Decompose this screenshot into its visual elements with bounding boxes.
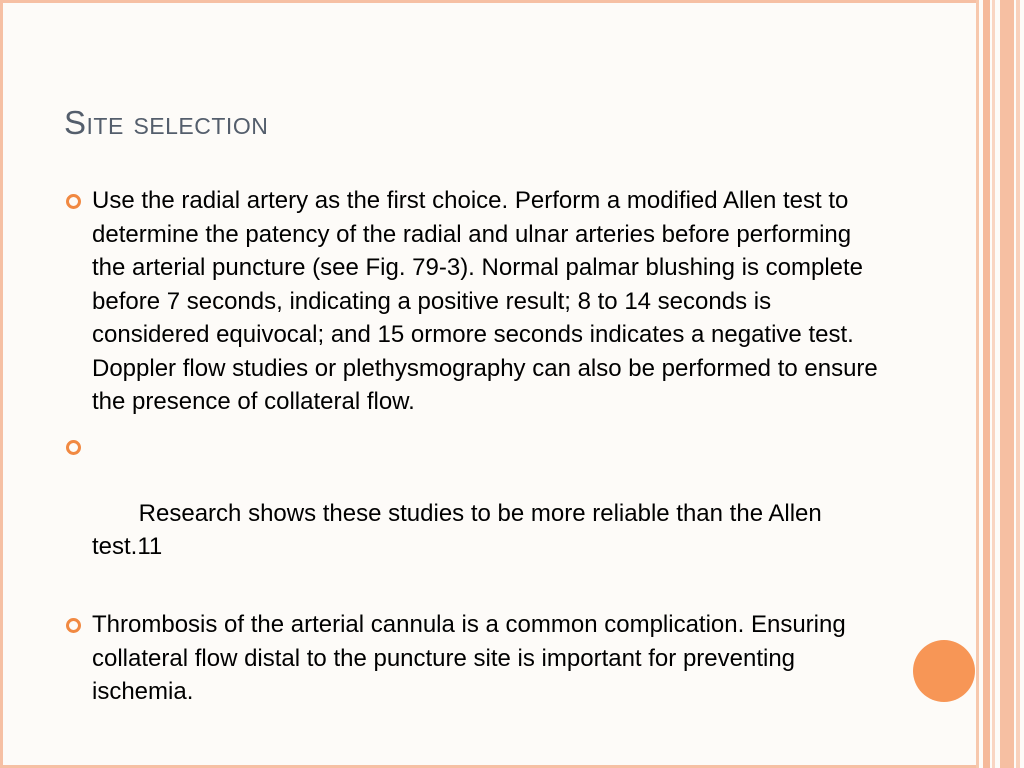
border-left	[0, 0, 3, 768]
bullet-text: Use the radial artery as the first choice. Perform a modified Allen test to determine the patency of the radial and ulnar arteries before performing the arterial puncture (see Fig. 79-3). Normal palmar blushing is complete before 7 seconds, indicating a positive result; 8 to 14 seconds is considered equivocal; and 15 ormore seconds indicates a negative test. Doppler flow studies or plethysmography can also be performed to ensure the presence of collateral flow.	[92, 187, 878, 415]
stripe	[1000, 0, 1014, 768]
decorative-circle	[913, 640, 975, 702]
stripe	[976, 0, 979, 768]
bullet-item	[64, 430, 884, 598]
bullet-ring-icon	[66, 440, 81, 455]
bullet-text: Research shows these studies to be more reliable than the Allen test.11	[92, 499, 829, 560]
bullet-text: Thrombosis of the arterial cannula is a common complication. Ensuring collateral flow distal to the puncture site is important for preventing ischemia.	[92, 611, 846, 705]
bullet-ring-icon	[66, 194, 81, 209]
bullet-ring-icon	[66, 618, 81, 633]
bullet-list	[64, 184, 884, 720]
stripe	[1016, 0, 1020, 768]
border-top	[0, 0, 976, 3]
bullet-item	[64, 608, 884, 709]
stripe	[983, 0, 990, 768]
bullet-item	[64, 184, 884, 419]
stripe	[992, 0, 995, 768]
slide-title: Site selection	[64, 104, 269, 141]
